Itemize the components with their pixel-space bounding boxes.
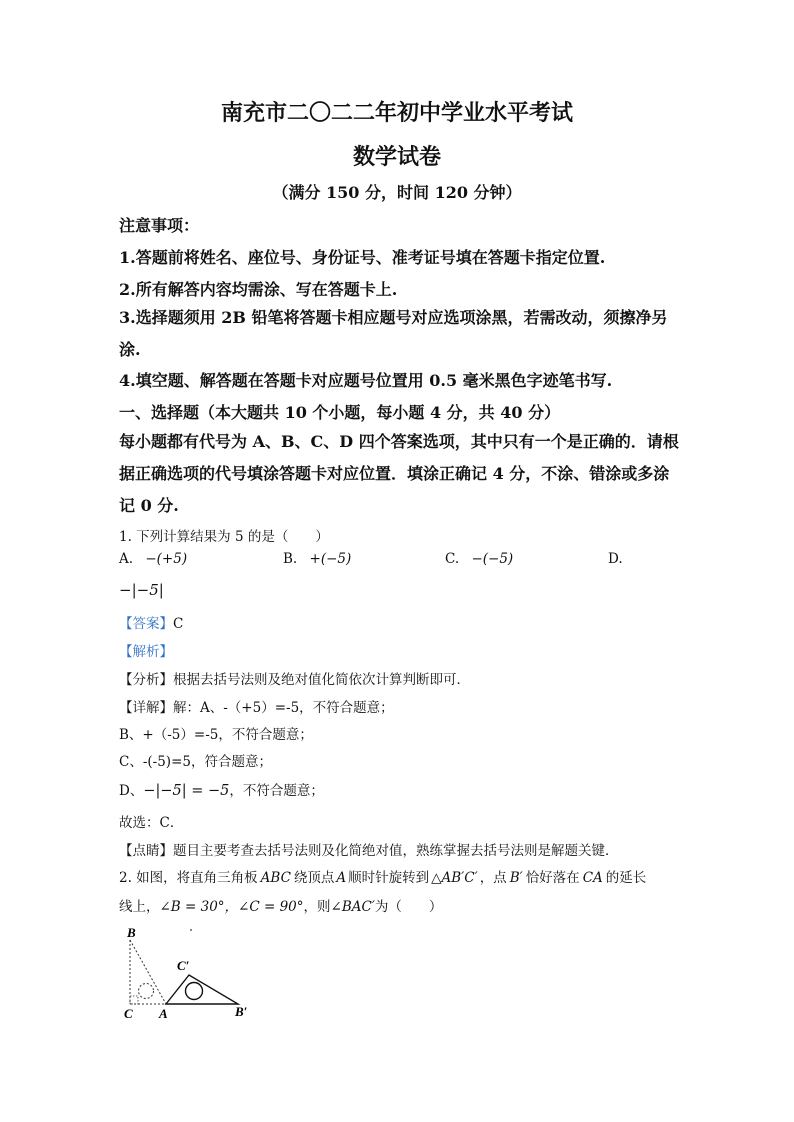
option-d-expr: −|−5| <box>119 581 164 599</box>
notice-heading: 注意事项： <box>119 216 200 235</box>
fenxi-tag: 【分析】 <box>119 672 173 688</box>
question-2-line1 <box>119 866 646 886</box>
q2-text: ，点 <box>479 870 507 886</box>
option-c-label: C. <box>445 551 460 567</box>
edge-ba <box>130 940 166 1004</box>
section-desc: 每小题都有代号为 A、B、C、D 四个答案选项，其中只有一个是正确的．请根 <box>119 432 679 451</box>
section-heading: 一、选择题（本大题共 10 个小题，每小题 4 分，共 40 分） <box>119 403 561 422</box>
question-2-line2 <box>119 895 442 915</box>
inner-circle <box>186 983 203 1000</box>
answer-line <box>119 612 183 632</box>
option-b-label: B. <box>283 551 298 567</box>
fenxi-text: 根据去括号法则及绝对值化简依次计算判断即可． <box>173 672 470 688</box>
stray-dot <box>190 929 192 931</box>
q2-text: 2. 如图，将直角三角板 <box>119 870 258 886</box>
detail-tag: 【详解】 <box>119 700 173 716</box>
notice-item: 1.答题前将姓名、座位号、身份证号、准考证号填在答题卡指定位置. <box>119 248 606 267</box>
q2-text: ，则 <box>303 899 331 915</box>
fenxi-line <box>119 668 470 688</box>
choose-line: 故选：C． <box>119 815 184 831</box>
section-desc: 记 0 分. <box>119 496 179 515</box>
dianjing-tag: 【点睛】 <box>119 843 173 859</box>
detail-line: B、+（-5）=-5，不符合题意； <box>119 727 313 743</box>
option-c-expr: −(−5) <box>471 551 514 567</box>
q2-math-target-angle: ∠BAC′ <box>330 899 375 915</box>
notice-item: 3.选择题须用 2B 铅笔将答题卡相应题号对应选项涂黑，若需改动，须擦净另 <box>119 308 668 327</box>
option-c <box>445 551 513 567</box>
q2-math-abc: ABC <box>260 870 291 886</box>
q2-math-ca: CA <box>582 870 603 886</box>
inner-circle-dotted <box>139 984 154 999</box>
label-cp: C′ <box>177 958 190 973</box>
detail-d-suffix: ，不符合题意； <box>229 783 324 799</box>
label-b: B <box>127 925 136 940</box>
detail-line-d <box>119 779 324 799</box>
q2-math-angles: ∠B = 30°，∠C = 90° <box>159 899 304 915</box>
detail-line: C、-(-5)=5，符合题意； <box>119 754 272 770</box>
answer-value: C <box>173 616 184 632</box>
label-a: A <box>159 1006 168 1021</box>
dianjing-line <box>119 839 619 859</box>
option-a-expr: −(+5) <box>145 551 188 567</box>
analysis-tag: 【解析】 <box>119 644 173 660</box>
q2-text: 线上， <box>119 899 160 915</box>
option-a <box>119 551 187 567</box>
detail-text: 解：A、-（+5）=-5，不符合题意； <box>173 700 394 716</box>
detail-line <box>119 696 394 716</box>
q2-text: 绕顶点 <box>293 870 335 886</box>
detail-d-prefix: D、 <box>119 783 144 799</box>
label-c: C <box>124 1006 133 1021</box>
exam-info: （满分 150 分，时间 120 分钟） <box>272 183 522 202</box>
notice-item: 2.所有解答内容均需涂、写在答题卡上. <box>119 280 398 299</box>
dianjing-text: 题目主要考查去括号法则及化简绝对值，熟练掌握去括号法则是解题关键． <box>173 843 619 859</box>
exam-subject: 数学试卷 <box>352 144 441 170</box>
option-a-label: A. <box>119 551 134 567</box>
right-angle-mark <box>130 996 138 1004</box>
rotated-triangle <box>166 975 238 1004</box>
exam-title: 南充市二〇二二年初中学业水平考试 <box>220 100 573 126</box>
q2-math-bp: B′ <box>509 870 523 886</box>
question-1-stem: 1. 下列计算结果为 5 的是（ ） <box>119 529 329 545</box>
q2-math-a: A <box>336 870 347 886</box>
q2-text: 顺时针旋转到 <box>348 870 430 886</box>
option-b-expr: +(−5) <box>309 551 352 567</box>
section-desc: 据正确选项的代号填涂答题卡对应位置．填涂正确记 4 分，不涂、错涂或多涂 <box>119 464 670 483</box>
detail-d-expr: −|−5| = −5 <box>143 783 230 799</box>
notice-item: 涂. <box>119 340 141 359</box>
q2-text: 的延长 <box>605 870 647 886</box>
q2-text: 为（ ） <box>374 899 443 915</box>
option-b <box>283 551 351 567</box>
q2-math-triangle: △AB′C′ <box>431 870 478 886</box>
label-bp: B′ <box>235 1004 248 1019</box>
answer-tag: 【答案】 <box>119 616 173 632</box>
q2-text: 恰好落在 <box>525 870 580 886</box>
notice-item: 4.填空题、解答题在答题卡对应题号位置用 0.5 毫米黑色字迹笔书写. <box>119 371 613 390</box>
option-d-label: D. <box>608 551 623 567</box>
